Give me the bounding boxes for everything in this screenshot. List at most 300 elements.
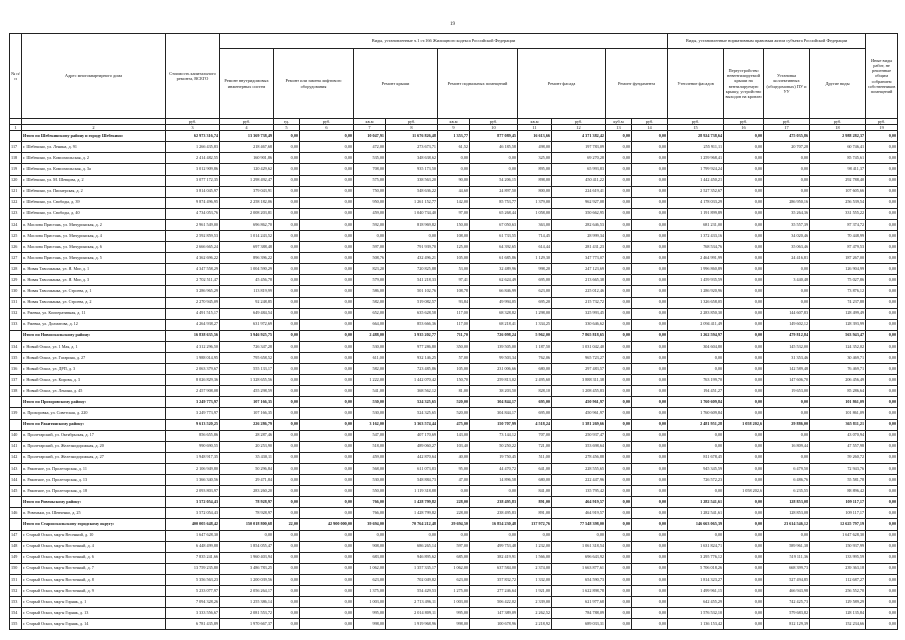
value-cell: 61,52: [438, 142, 470, 153]
value-cell: 1 040 734,40: [386, 208, 438, 219]
value-cell: 147 389,09: [470, 608, 518, 619]
value-cell: 19 750,45: [470, 452, 518, 463]
value-cell: 0,00: [724, 131, 764, 142]
value-cell: 853 666,36: [386, 319, 438, 330]
address-cell: п. Новая Таволжанка, ул. Строева, д. 1: [22, 286, 166, 297]
value-cell: 16 854 230,48: [470, 519, 518, 530]
value-cell: 2 262,52: [518, 608, 552, 619]
value-cell: 0,00: [300, 452, 354, 463]
col-number: 12: [552, 125, 606, 131]
col-number: 9: [438, 125, 470, 131]
address-cell: п. Маслова Пристань, ул. Мичуринская, д. 4: [22, 230, 166, 241]
value-cell: 112 687,27: [810, 574, 866, 585]
value-cell: 0,00: [632, 353, 668, 364]
value-cell: 2 666 665,24: [166, 242, 220, 253]
value-cell: 365 811,21: [810, 419, 866, 430]
value-cell: 0,00: [866, 508, 898, 519]
address-cell: г. Старый Оскол, мкр-н Весенний, д. 10: [22, 530, 166, 541]
value-cell: 14 896,58: [470, 475, 518, 486]
value-cell: 77 548 398,00: [552, 519, 606, 530]
value-cell: 238 495,83: [470, 497, 518, 508]
value-cell: 4 264 938,27: [166, 319, 220, 330]
row-number: 150: [10, 563, 22, 574]
col-number: 2: [22, 125, 166, 131]
value-cell: 0,00: [724, 386, 764, 397]
value-cell: 1 058 202,6: [724, 419, 764, 430]
value-cell: 128 393,99: [810, 319, 866, 330]
value-cell: 97,00: [438, 208, 470, 219]
value-cell: 614,44: [518, 242, 552, 253]
value-cell: 0,00: [632, 508, 668, 519]
value-cell: 0,00: [606, 297, 632, 308]
value-cell: 0,00: [866, 142, 898, 153]
value-cell: 0,00: [606, 530, 632, 541]
value-cell: 0,00: [724, 508, 764, 519]
address-cell: г. Шебекино, ул. Пионерская, д. 2: [22, 186, 166, 197]
value-cell: 0,00: [866, 408, 898, 419]
value-cell: 520,00: [438, 408, 470, 419]
col-number: 11: [518, 125, 552, 131]
value-cell: 145 532,00: [764, 341, 810, 352]
value-cell: 668 399,73: [764, 563, 810, 574]
value-cell: 368 562,12: [386, 386, 438, 397]
value-cell: 611,00: [354, 353, 386, 364]
row-number: 139: [10, 408, 22, 419]
value-cell: 74 237,88: [810, 297, 866, 308]
value-cell: 641,00: [518, 463, 552, 474]
value-cell: 707,00: [518, 430, 552, 441]
table-row: [10, 430, 898, 441]
value-cell: 680,00: [518, 475, 552, 486]
value-cell: 0,00: [764, 175, 810, 186]
value-cell: 1 854 055,47: [220, 541, 274, 552]
value-cell: 623,00: [438, 574, 470, 585]
value-cell: 750,00: [354, 186, 386, 197]
value-cell: 0,00: [300, 175, 354, 186]
value-cell: 0,00: [866, 475, 898, 486]
value-cell: 128 853,08: [764, 497, 810, 508]
address-cell: п. Ракитное, ул. Пролетарская, д. 11: [22, 463, 166, 474]
value-cell: 0,00: [632, 208, 668, 219]
table-row: [10, 597, 898, 608]
value-cell: 0,00: [606, 386, 632, 397]
value-cell: 0,00: [300, 208, 354, 219]
value-cell: 363,00: [518, 219, 552, 230]
value-cell: 225 012,46: [552, 286, 606, 297]
value-cell: 142 589,48: [764, 364, 810, 375]
value-cell: 0,00: [274, 441, 300, 452]
value-cell: 0,00: [724, 585, 764, 596]
value-cell: 0,00: [274, 585, 300, 596]
value-cell: 0,00: [668, 353, 724, 364]
value-cell: 228 555,65: [552, 463, 606, 474]
value-cell: 149 602,12: [764, 319, 810, 330]
value-cell: 530,00: [354, 341, 386, 352]
value-cell: 81,00: [438, 386, 470, 397]
value-cell: 0,00: [274, 341, 300, 352]
value-cell: 5 356 563,23: [166, 574, 220, 585]
value-cell: 1 353,77: [438, 131, 470, 142]
row-number: 152: [10, 585, 22, 596]
value-cell: 3 249 773,97: [166, 408, 220, 419]
value-cell: 0,00: [632, 563, 668, 574]
value-cell: 2 414 482,55: [166, 153, 220, 164]
value-cell: 12 625 797,19: [810, 519, 866, 530]
value-cell: 0,00: [866, 297, 898, 308]
value-cell: 597,00: [354, 242, 386, 253]
table-row: [10, 208, 898, 219]
value-cell: 1 428 799,82: [386, 508, 438, 519]
value-cell: 4 312 296,50: [166, 341, 220, 352]
value-cell: 0,00: [274, 463, 300, 474]
value-cell: 0,00: [300, 408, 354, 419]
address-cell: п. Пролетарский, ул. Железнодорожная, д. 27: [22, 452, 166, 463]
row-number: 127: [10, 253, 22, 264]
value-cell: 0,00: [606, 430, 632, 441]
value-cell: 42 900 000,00: [300, 519, 354, 530]
value-cell: 2 495,60: [518, 375, 552, 386]
address-cell: г. Шебекино, ул. Комсомольская, д. 3а: [22, 164, 166, 175]
value-cell: 0,00: [552, 530, 606, 541]
value-cell: 0,00: [866, 330, 898, 341]
value-cell: 2 093 803,97: [166, 486, 220, 497]
value-cell: 0,00: [274, 297, 300, 308]
value-cell: 1 622 898,78: [552, 585, 606, 596]
value-cell: 55 581,78: [810, 475, 866, 486]
value-cell: 1 282 541,61: [668, 508, 724, 519]
value-cell: 60 746,41: [810, 142, 866, 153]
value-cell: 0,00: [764, 286, 810, 297]
value-cell: 0,00: [724, 242, 764, 253]
col-number: 16: [724, 125, 764, 131]
value-cell: 0,00: [632, 441, 668, 452]
value-cell: 0,00: [724, 375, 764, 386]
subtotal-row: [10, 497, 898, 508]
value-cell: 0,00: [300, 375, 354, 386]
value-cell: 0,00: [274, 308, 300, 319]
value-cell: 0,00: [632, 253, 668, 264]
value-cell: 1 442 070,42: [386, 375, 438, 386]
value-cell: 0,00: [274, 219, 300, 230]
value-cell: 466 943,98: [764, 585, 810, 596]
value-cell: 1 647 628,30: [810, 530, 866, 541]
address-cell: г. Новый Оскол, ул. Гагарина, д. 27: [22, 353, 166, 364]
value-cell: 0,00: [668, 486, 724, 497]
value-cell: 642 455,29: [668, 597, 724, 608]
table-row: [10, 608, 898, 619]
value-cell: 0,00: [866, 275, 898, 286]
value-cell: 150 937,99: [810, 541, 866, 552]
value-cell: 0,00: [274, 452, 300, 463]
value-cell: 4 518,24: [518, 419, 552, 430]
unit-cell: куб.м: [606, 119, 632, 125]
value-cell: 24 416,81: [764, 253, 810, 264]
address-cell: г. Старый Оскол, мкр-н Горняк, д. 14: [22, 619, 166, 630]
value-cell: 142,00: [438, 197, 470, 208]
header-address: Адрес многоквартирного дома: [22, 34, 166, 119]
value-cell: 4 734 053,76: [166, 208, 220, 219]
value-cell: 206 456,49: [810, 375, 866, 386]
value-cell: 723 485,86: [386, 364, 438, 375]
value-cell: 0,00: [866, 463, 898, 474]
value-cell: 0,00: [606, 541, 632, 552]
value-cell: 2 488,00: [354, 330, 386, 341]
value-cell: 0,00: [300, 275, 354, 286]
value-cell: 762,06: [518, 353, 552, 364]
value-cell: 0,00: [300, 608, 354, 619]
value-cell: 5 706 018,26: [668, 563, 724, 574]
row-number: [10, 519, 22, 530]
value-cell: 0,00: [724, 330, 764, 341]
value-cell: 0,00: [274, 264, 300, 275]
value-cell: 3 888 311,38: [552, 375, 606, 386]
value-cell: 575,00: [354, 175, 386, 186]
value-cell: 696 862,70: [220, 219, 274, 230]
header-facade-insulation: Утепление фасадов: [668, 49, 724, 119]
value-cell: 0,00: [632, 264, 668, 275]
header-group-regional: Виды, установленные нормативным правовым актом субъекта Российской Федерации: [668, 34, 866, 49]
value-cell: 519 111,36: [764, 552, 810, 563]
table-row: [10, 508, 898, 519]
value-cell: 0,00: [606, 419, 632, 430]
value-cell: 0,00: [300, 441, 354, 452]
value-cell: 506 422,02: [470, 597, 518, 608]
value-cell: 65 993,83: [552, 164, 606, 175]
value-cell: 218 467,68: [220, 142, 274, 153]
value-cell: 459,00: [354, 208, 386, 219]
value-cell: 0,00: [300, 153, 354, 164]
value-cell: 78 928,97: [220, 497, 274, 508]
value-cell: 714,45: [518, 230, 552, 241]
value-cell: 2 081 553,72: [220, 608, 274, 619]
value-cell: 0,00: [866, 230, 898, 241]
value-cell: 828,10: [518, 386, 552, 397]
col-number: 10: [470, 125, 518, 131]
value-cell: 0,00: [606, 597, 632, 608]
value-cell: 0,00: [632, 530, 668, 541]
value-cell: 50 250,22: [470, 441, 518, 452]
value-cell: 0,00: [300, 164, 354, 175]
value-cell: 0,00: [866, 253, 898, 264]
address-cell: г. Старый Оскол, мкр-н Восточный, д. 9: [22, 585, 166, 596]
value-cell: 32 489,96: [470, 264, 518, 275]
value-cell: 68 328,82: [470, 308, 518, 319]
value-cell: 0,00: [866, 430, 898, 441]
value-cell: 277 246,64: [470, 585, 518, 596]
value-cell: 0,00: [632, 286, 668, 297]
value-cell: 0,00: [274, 275, 300, 286]
value-cell: 1 442 450,21: [668, 175, 724, 186]
value-cell: 0,00: [632, 375, 668, 386]
value-cell: 400 005 648,42: [166, 519, 220, 530]
value-cell: 128 853,08: [764, 508, 810, 519]
capital-repair-table: [9, 33, 897, 630]
value-cell: 2 527 352,67: [668, 186, 724, 197]
value-cell: 0,00: [724, 530, 764, 541]
address-cell: п. Пролетарский, ул. Железнодорожная, д. 20: [22, 441, 166, 452]
value-cell: 6 479,50: [764, 463, 810, 474]
table-row: [10, 353, 898, 364]
value-cell: 0,00: [724, 319, 764, 330]
value-cell: 686 265,14: [386, 541, 438, 552]
value-cell: 708,00: [354, 164, 386, 175]
value-cell: 44 470,72: [470, 463, 518, 474]
value-cell: 0,00: [606, 219, 632, 230]
row-number: 125: [10, 230, 22, 241]
address-cell: п. Новая Таволжанка, ул. Я. Миг, д. 1: [22, 264, 166, 275]
value-cell: 47,00: [438, 475, 470, 486]
value-cell: 0,00: [866, 397, 898, 408]
value-cell: 784 788,09: [552, 608, 606, 619]
value-cell: 31 353,46: [764, 353, 810, 364]
value-cell: 795 658,52: [220, 353, 274, 364]
value-cell: 0,00: [724, 574, 764, 585]
value-cell: 325 993,45: [552, 308, 606, 319]
value-cell: 0,00: [764, 452, 810, 463]
value-cell: 998,00: [354, 619, 386, 630]
value-cell: 0,00: [274, 563, 300, 574]
value-cell: 35 063,46: [764, 242, 810, 253]
address-cell: г. Старый Оскол, мкр-н Восточный, д. 6: [22, 552, 166, 563]
address-cell: г. Старый Оскол, мкр-н Горняк, д. 1: [22, 597, 166, 608]
table-row: [10, 541, 898, 552]
value-cell: 0,00: [866, 619, 898, 630]
value-cell: 222 447,96: [552, 475, 606, 486]
header-other-works: Иные виды работ, не решенные общим собранием собственников помещений: [866, 34, 898, 119]
value-cell: 6 781 435,89: [166, 619, 220, 630]
subtotal-row: [10, 519, 898, 530]
value-cell: 0,00: [386, 230, 438, 241]
value-cell: 695,00: [518, 397, 552, 408]
value-cell: 73 876,12: [810, 286, 866, 297]
value-cell: 64 392,65: [470, 242, 518, 253]
row-number: [10, 497, 22, 508]
value-cell: 1 298,00: [518, 308, 552, 319]
value-cell: 0,00: [632, 308, 668, 319]
value-cell: 92 248,85: [220, 297, 274, 308]
value-cell: 823,20: [354, 264, 386, 275]
value-cell: 962 927,08: [552, 197, 606, 208]
value-cell: 812 129,39: [764, 619, 810, 630]
value-cell: 0,00: [866, 319, 898, 330]
value-cell: 1 208 455,83: [552, 386, 606, 397]
table-header: [10, 34, 898, 131]
value-cell: 0,00: [300, 286, 354, 297]
value-cell: 654 590,73: [552, 574, 606, 585]
value-cell: 1 372 433,16: [668, 230, 724, 241]
value-cell: 432 496,21: [386, 253, 438, 264]
value-cell: 7 835 241,66: [166, 552, 220, 563]
value-cell: 0,00: [606, 275, 632, 286]
value-cell: 0,00: [866, 519, 898, 530]
address-cell: п. Ракитное, ул. Пролетарская, д. 18: [22, 486, 166, 497]
value-cell: 160 901,86: [220, 153, 274, 164]
value-cell: 331 555,22: [810, 208, 866, 219]
value-cell: 0,00: [470, 153, 518, 164]
value-cell: 150,70: [438, 375, 470, 386]
table-row: [10, 275, 898, 286]
value-cell: 1 262 594,97: [668, 330, 724, 341]
value-cell: 0,00: [724, 430, 764, 441]
unit-cell: руб.: [668, 119, 724, 125]
value-cell: 1 129,30: [518, 253, 552, 264]
value-cell: 1 499 961,15: [668, 585, 724, 596]
value-cell: 7 094 328,26: [166, 597, 220, 608]
value-cell: 1 459 935,59: [668, 275, 724, 286]
value-cell: 350,00: [438, 341, 470, 352]
value-cell: 97,41: [438, 275, 470, 286]
value-cell: 0,00: [764, 408, 810, 419]
value-cell: 281 431,23: [552, 242, 606, 253]
value-cell: 0,00: [606, 463, 632, 474]
value-cell: 66 846,99: [470, 286, 518, 297]
value-cell: 147 606,70: [764, 375, 810, 386]
value-cell: 592,00: [354, 219, 386, 230]
row-number: 151: [10, 574, 22, 585]
value-cell: 499 753,48: [470, 541, 518, 552]
address-cell: п. Ровеньки, ул. Шевченко, д. 25: [22, 508, 166, 519]
value-cell: 0,00: [606, 175, 632, 186]
value-cell: 0,00: [606, 574, 632, 585]
value-cell: 1 004 590,29: [220, 264, 274, 275]
value-cell: 109 117,17: [810, 497, 866, 508]
row-number: 134: [10, 341, 22, 352]
value-cell: 1 948 917,35: [166, 452, 220, 463]
address-cell: Итого по Старооскольскому городскому округу:: [22, 519, 166, 530]
value-cell: 0,00: [632, 364, 668, 375]
value-cell: 13 369 738,49: [220, 131, 274, 142]
value-cell: 0,00: [866, 597, 898, 608]
value-cell: 124 352,02: [810, 341, 866, 352]
value-cell: 0,00: [764, 164, 810, 175]
value-cell: 554 429,53: [386, 585, 438, 596]
address-cell: г. Старый Оскол, мкр-н Восточный, д. 7: [22, 563, 166, 574]
value-cell: 0,00: [606, 563, 632, 574]
value-cell: 61 685,86: [470, 253, 518, 264]
value-cell: 0,00: [632, 330, 668, 341]
table-row: [10, 475, 898, 486]
value-cell: 0,00: [632, 541, 668, 552]
value-cell: 0,00: [274, 153, 300, 164]
value-cell: 0,00: [606, 408, 632, 419]
value-cell: 0,00: [632, 219, 668, 230]
value-cell: 1 760 609,84: [668, 397, 724, 408]
value-cell: 73 144,12: [470, 430, 518, 441]
value-cell: 278 456,88: [552, 452, 606, 463]
col-number: 14: [632, 125, 668, 131]
value-cell: 16 838 635,56: [166, 330, 220, 341]
value-cell: 0,00: [300, 353, 354, 364]
value-cell: 0,00: [300, 253, 354, 264]
value-cell: 0,00: [606, 208, 632, 219]
row-number: 155: [10, 619, 22, 630]
value-cell: 0,00: [354, 530, 386, 541]
unit-cell: ед.: [274, 119, 300, 125]
value-cell: 0,00: [300, 574, 354, 585]
value-cell: 4 371 382,42: [552, 131, 606, 142]
value-cell: 78 928,97: [220, 508, 274, 519]
value-cell: 87 479,53: [810, 242, 866, 253]
value-cell: 0,00: [866, 386, 898, 397]
value-cell: 0,00: [300, 319, 354, 330]
value-cell: 0,00: [724, 164, 764, 175]
value-cell: 3 935 202,77: [386, 330, 438, 341]
value-cell: 35 264,36: [764, 208, 810, 219]
value-cell: 4 178 033,29: [668, 197, 724, 208]
value-cell: 3 440,48: [764, 275, 810, 286]
value-cell: 548 884,73: [386, 475, 438, 486]
row-number: 131: [10, 297, 22, 308]
